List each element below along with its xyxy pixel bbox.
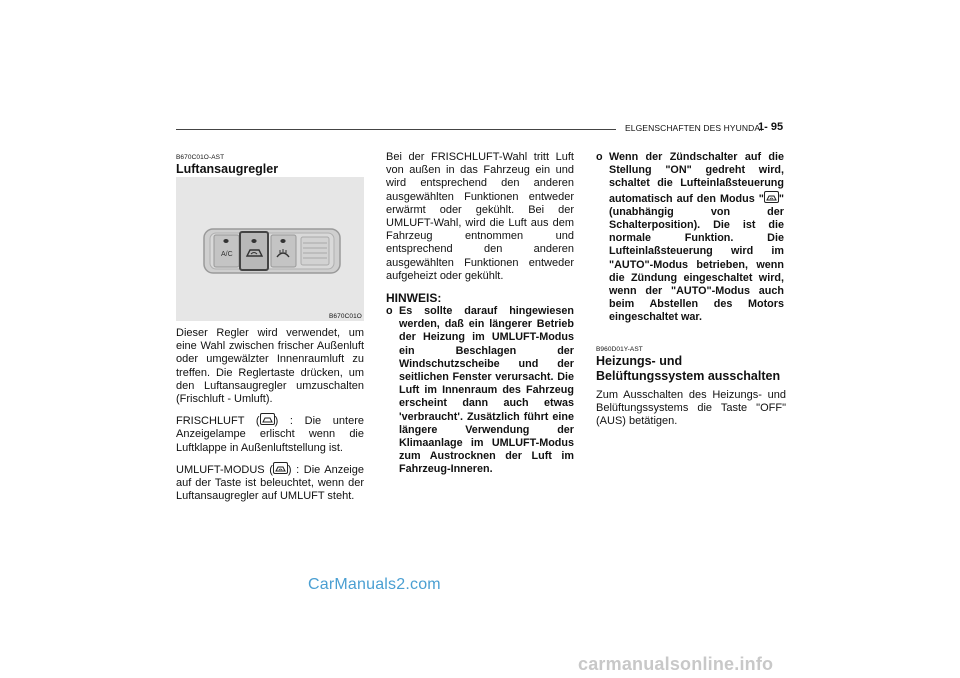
watermark-carmanualsonline: carmanualsonline.info <box>578 654 774 674</box>
col1-para3 <box>176 462 364 504</box>
bullet-marker: o <box>596 151 603 163</box>
ac-button-label: A/C <box>221 251 233 258</box>
header-rule <box>176 129 616 130</box>
figure-code: B670C01O <box>329 313 362 320</box>
recirc-mode-icon <box>764 191 779 203</box>
col3-bullet-a: Wenn der Zündschalter auf die Stellung "ON" gedreht wird, schaltet die Lufteinlaßsteuerung automatisch auf den Modus " <box>609 151 784 205</box>
col2-para1: Bei der FRISCHLUFT-Wahl tritt Luft von außen in das Fahrzeug ein und wird entsprechend den anderen ausgewählten Funktionen entweder erwärmt oder gekühlt. Bei der UMLUFT-Wahl, wird die Luft aus dem Fahrzeug entnommen und entsprechend den anderen ausgewählten Funktionen entweder aufgeheizt oder gekühlt. <box>386 151 574 282</box>
section-title-heizung: Heizungs- und Belüftungssystem ausschalten <box>596 354 781 383</box>
figure-air-intake-control <box>176 177 364 321</box>
control-panel-illustration <box>176 177 364 321</box>
col3-para: Zum Ausschalten des Heizungs- und Belüftungssystems die Taste "OFF" (AUS) betätigen. <box>596 389 786 428</box>
section-code-luftansaug: B670C01O-AST <box>176 154 225 161</box>
fresh-air-icon <box>260 413 275 425</box>
col1-body <box>176 327 364 510</box>
col3-bullet-b: " (unabhängig von der Schalterposition). Die ist die normale Funktion. Die Lufteinlaßsteuerung wird im "AUTO"-Modus betrieben, wenn die Zündung eingeschaltet wird, wenn der "AUTO"-Modus auch beim Abstellen des Motors eingeschaltet war. <box>609 192 784 324</box>
col1-para2-a: FRISCHLUFT ( <box>176 415 260 428</box>
col1-para2 <box>176 413 364 455</box>
recirc-air-icon <box>273 462 288 474</box>
section-code-heizung: B960D01Y-AST <box>596 346 643 353</box>
col1-para2-b: ) : Die untere Anzeigelampe erlischt wenn die Luftklappe in Außenluftstellung ist. <box>176 415 364 454</box>
section-title-luftansaug: Luftansaugregler <box>176 162 279 176</box>
col3-body <box>596 389 786 436</box>
col3-bullet-text <box>609 151 784 325</box>
col1-para3-b: ) : Die Anzeige auf der Taste ist beleuchtet, wenn der Luftansaugregler auf UMLUFT steht. <box>176 463 364 503</box>
hinweis-title: HINWEIS: <box>386 291 442 305</box>
header-section-title: ELGENSCHAFTEN DES HYUNDAI <box>625 123 763 133</box>
col1-para3-a: UMLUFT-MODUS ( <box>176 463 273 476</box>
page-number: 1- 95 <box>758 121 784 133</box>
hinweis-text: Es sollte darauf hingewiesen werden, daß ein längerer Betrieb der Heizung im UMLUFT-Modus ein Beschlagen der Windschutzscheibe und der seitlichen Fenster verursacht. Die Luft im Innenraum des Fahrzeug erscheint dann auch etwas 'verbraucht'. Zusätzlich führt eine längere Verwendung der Klimaanlage im UMLUFT-Modus zum Austrocknen der Luft im Fahrzeug-Inneren. <box>399 305 574 476</box>
bullet-marker: o <box>386 305 393 317</box>
col3-bullet <box>596 151 784 325</box>
watermark-carmanuals2: CarManuals2.com <box>308 576 441 593</box>
col1-para1: Dieser Regler wird verwendet, um eine Wahl zwischen frischer Außenluft oder umgewälzter Innenraumluft zu treffen. Die Reglertaste drücken, um den Luftansaugregler umzuschalten (Frischluft - Umluft). <box>176 327 364 406</box>
hinweis-bullet <box>386 305 574 477</box>
col2-body <box>386 151 574 290</box>
